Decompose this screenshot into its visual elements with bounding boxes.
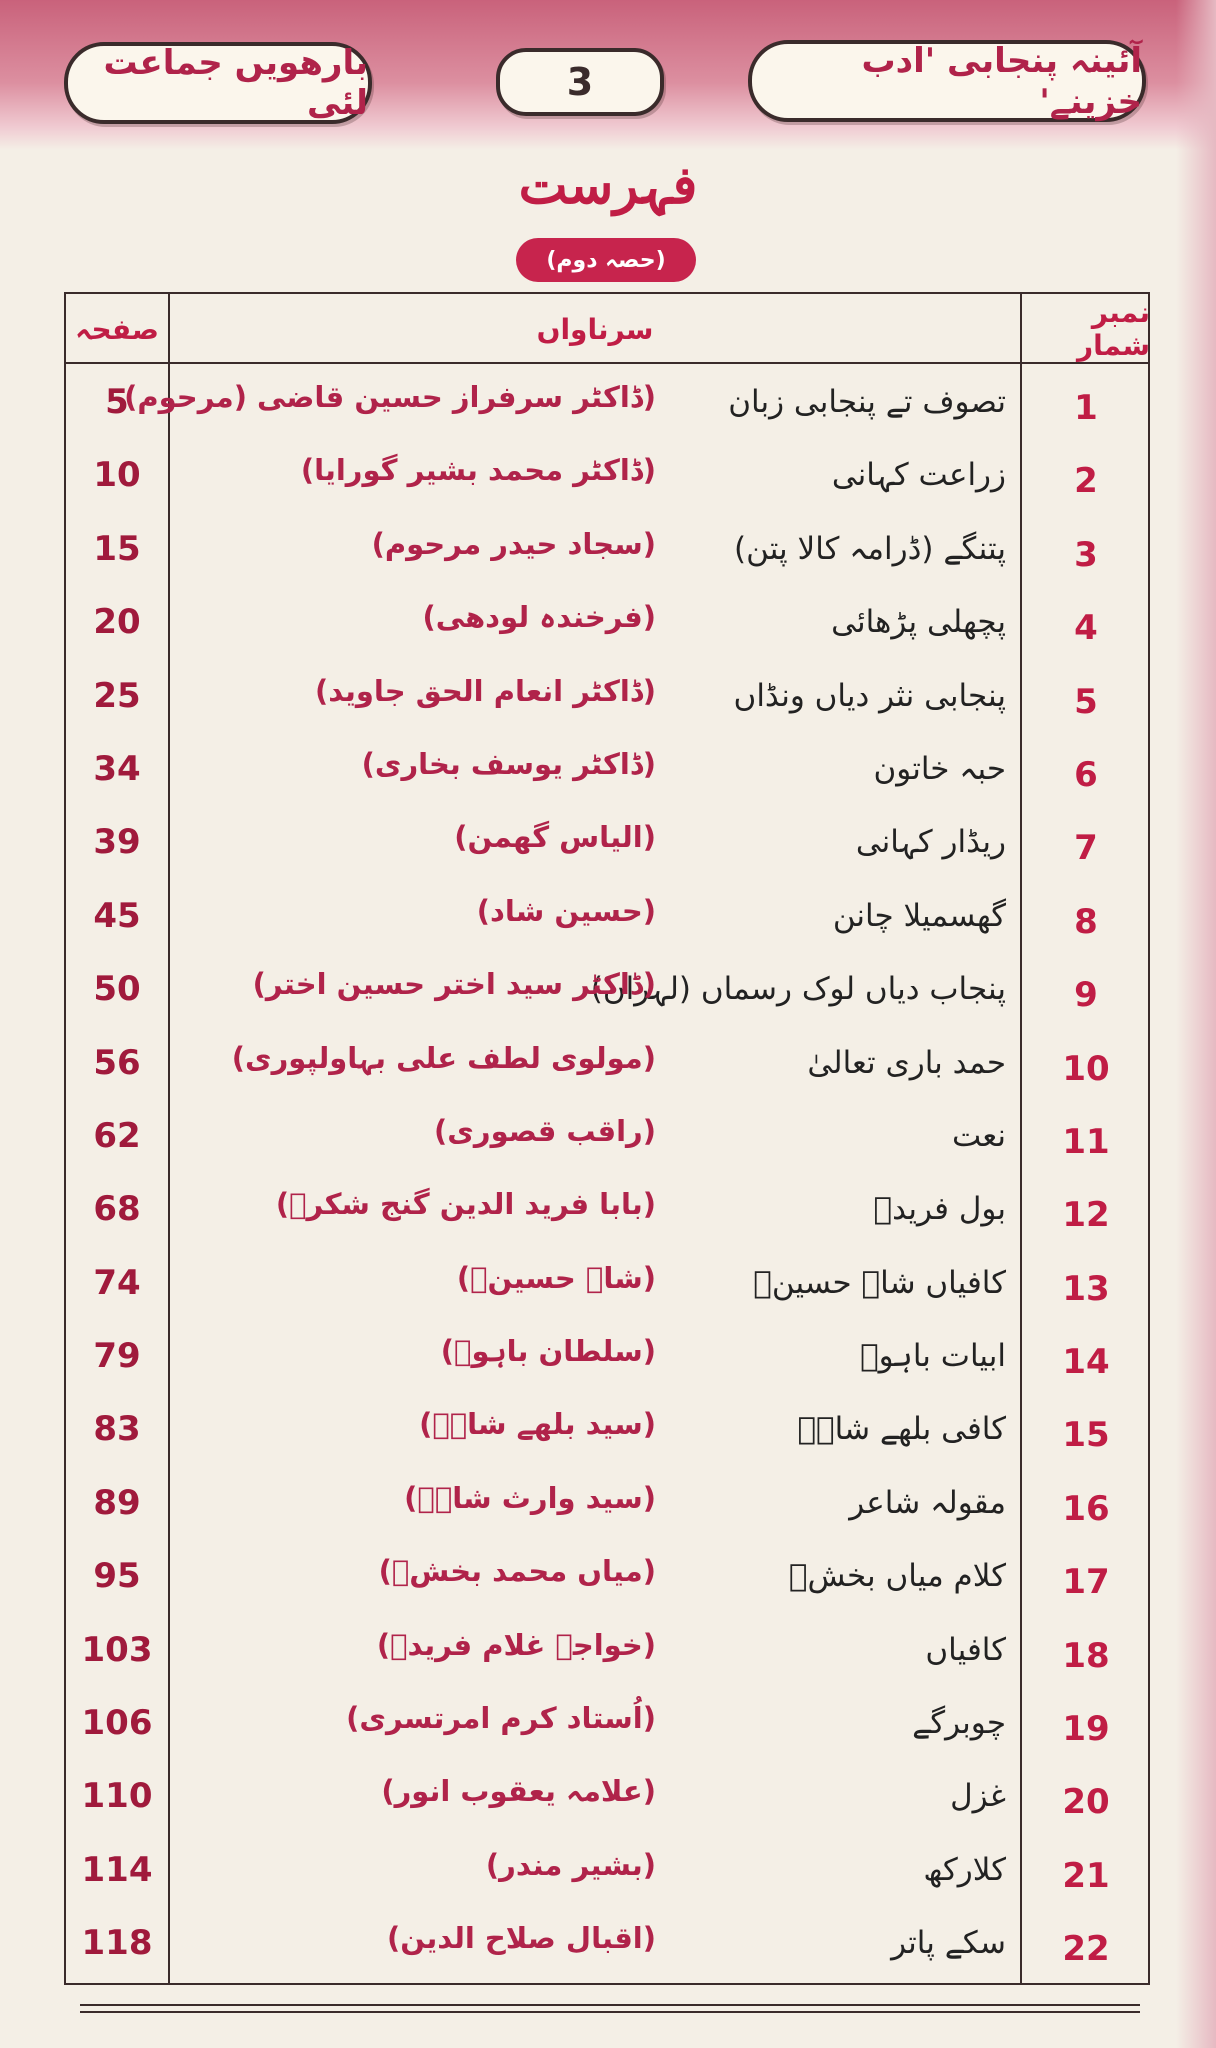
row-title: ابیات باہوؒ — [860, 1338, 1006, 1375]
page-edge — [1176, 0, 1216, 2048]
row-title: کافیاں شاہ حسینؒ — [753, 1264, 1006, 1301]
table-row[interactable] — [66, 1108, 1148, 1181]
row-title: پچھلی پڑھائی — [831, 604, 1006, 641]
table-row[interactable] — [66, 814, 1148, 887]
row-author: (سید وارث شاہؒ) — [404, 1480, 656, 1515]
row-title: کافیاں — [925, 1631, 1006, 1668]
part-label: (حصہ دوم) — [516, 238, 696, 282]
row-author: (میاں محمد بخشؒ) — [378, 1554, 656, 1589]
row-title: کلارکھ — [923, 1851, 1006, 1888]
row-number: 11 — [1062, 1121, 1110, 1162]
row-author: (اُستاد کرم امرتسری) — [346, 1701, 656, 1736]
row-page: 15 — [93, 528, 141, 569]
table-row[interactable] — [66, 888, 1148, 961]
row-page: 25 — [93, 675, 141, 716]
row-author: (مولوی لطف علی بہاولپوری) — [231, 1040, 656, 1075]
table-row[interactable] — [66, 1255, 1148, 1328]
row-page: 83 — [93, 1409, 141, 1450]
table-row[interactable] — [66, 961, 1148, 1034]
table-row[interactable] — [66, 374, 1148, 447]
row-title: مقولہ شاعر — [849, 1484, 1006, 1521]
column-header-serial: نمبر شمار — [1077, 296, 1150, 362]
row-page: 68 — [93, 1189, 141, 1230]
row-author: (راقب قصوری) — [434, 1113, 656, 1148]
row-title: پتنگے (ڈرامہ کالا پتن) — [734, 530, 1006, 567]
row-number: 20 — [1062, 1782, 1110, 1823]
row-number: 15 — [1062, 1415, 1110, 1456]
table-row[interactable] — [66, 1842, 1148, 1915]
row-page: 62 — [93, 1115, 141, 1156]
row-page: 5 — [105, 382, 129, 422]
row-number: 17 — [1062, 1562, 1110, 1603]
row-page: 114 — [81, 1849, 153, 1890]
row-number: 19 — [1062, 1709, 1110, 1750]
row-title: حبہ خاتون — [873, 750, 1006, 787]
row-author: (شاہ حسینؒ) — [456, 1260, 656, 1295]
row-number: 5 — [1074, 681, 1098, 722]
row-number: 9 — [1074, 975, 1098, 1016]
row-page: 56 — [93, 1042, 141, 1083]
row-title: سکے پاتر — [891, 1925, 1006, 1962]
row-title: ریڈار کہانی — [855, 824, 1006, 861]
row-number: 1 — [1074, 388, 1098, 428]
table-row[interactable] — [66, 1768, 1148, 1841]
row-author: (بشیر مندر) — [485, 1847, 656, 1882]
contents-table — [64, 292, 1150, 1985]
row-page: 110 — [81, 1776, 153, 1817]
row-page: 34 — [93, 748, 141, 789]
row-number: 21 — [1062, 1855, 1110, 1896]
row-title: بول فریدؒ — [873, 1191, 1006, 1228]
row-author: (علامہ یعقوب انور) — [381, 1774, 656, 1809]
row-number: 14 — [1062, 1342, 1110, 1383]
row-title: پنجابی نثر دیاں ونڈاں — [733, 677, 1006, 714]
row-author: (فرخندہ لودھی) — [422, 600, 656, 635]
row-title: چوبرگے — [912, 1705, 1006, 1742]
table-row[interactable] — [66, 1622, 1148, 1695]
row-author: (ڈاکٹر یوسف بخاری) — [361, 746, 656, 781]
row-author: (بابا فرید الدین گنج شکرؒ) — [275, 1187, 656, 1222]
row-page: 118 — [81, 1923, 153, 1964]
column-header-page: صفحہ — [75, 312, 159, 346]
row-title: غزل — [950, 1778, 1006, 1815]
row-author: (ڈاکٹر سید اختر حسین اختر) — [252, 967, 656, 1002]
table-row[interactable] — [66, 1328, 1148, 1401]
row-number: 8 — [1074, 901, 1098, 942]
table-row[interactable] — [66, 521, 1148, 594]
table-row[interactable] — [66, 1181, 1148, 1254]
row-page: 50 — [93, 969, 141, 1010]
row-author: (سجاد حیدر مرحوم) — [371, 526, 656, 561]
row-title: تصوف تے پنجابی زبان — [728, 384, 1006, 420]
row-page: 10 — [93, 455, 141, 496]
row-number: 7 — [1074, 828, 1098, 869]
table-row[interactable] — [66, 1475, 1148, 1548]
row-author: (ڈاکٹر محمد بشیر گورایا) — [300, 453, 656, 488]
table-row[interactable] — [66, 1548, 1148, 1621]
column-header-title: سرناواں — [536, 312, 654, 346]
row-author: (سلطان باہوؒ) — [440, 1334, 656, 1369]
table-row[interactable] — [66, 1401, 1148, 1474]
table-row[interactable] — [66, 594, 1148, 667]
row-title: کافی بلھے شاہؒ — [797, 1411, 1006, 1448]
row-title: پنجاب دیاں لوک رسماں (لہراں) — [590, 971, 1006, 1008]
row-number: 16 — [1062, 1488, 1110, 1529]
row-title: زراعت کہانی — [831, 457, 1006, 494]
row-author: (ڈاکٹر سرفراز حسین قاضی (مرحوم) — [124, 380, 656, 414]
row-number: 2 — [1074, 461, 1098, 502]
row-page: 106 — [81, 1703, 153, 1744]
row-number: 18 — [1062, 1635, 1110, 1676]
row-number: 13 — [1062, 1268, 1110, 1309]
row-author: (الیاس گھمن) — [454, 820, 656, 855]
row-title: گھسمیلا چانن — [832, 897, 1006, 934]
row-page: 79 — [93, 1336, 141, 1377]
table-row[interactable] — [66, 741, 1148, 814]
row-page: 74 — [93, 1262, 141, 1303]
page-title: فہرست — [518, 155, 698, 216]
header-book-title: آئینہ پنجابی 'ادب خزینے' — [748, 40, 1146, 122]
row-number: 10 — [1062, 1048, 1110, 1089]
row-page: 95 — [93, 1556, 141, 1597]
header-class-label: بارھویں جماعت لئی — [64, 42, 372, 124]
row-title: حمد باری تعالیٰ — [807, 1044, 1006, 1081]
row-title: نعت — [951, 1117, 1006, 1154]
contents-rows — [66, 374, 1148, 1989]
row-page: 103 — [81, 1629, 153, 1670]
row-page: 45 — [93, 895, 141, 936]
table-row[interactable] — [66, 1915, 1148, 1988]
row-author: (حسین شاد) — [476, 893, 656, 928]
row-number: 12 — [1062, 1195, 1110, 1236]
row-title: کلام میاں بخشؒ — [788, 1558, 1006, 1595]
table-row[interactable] — [66, 668, 1148, 741]
row-number: 22 — [1062, 1929, 1110, 1970]
row-page: 39 — [93, 822, 141, 863]
bottom-rule — [80, 2004, 1140, 2013]
row-author: (سید بلھے شاہؒ) — [419, 1407, 656, 1442]
table-row[interactable] — [66, 1035, 1148, 1108]
table-row[interactable] — [66, 1695, 1148, 1768]
row-author: (خواجہ غلام فریدؒ) — [376, 1627, 656, 1662]
header-divider — [66, 362, 1148, 364]
row-author: (ڈاکٹر انعام الحق جاوید) — [314, 673, 656, 708]
row-page: 89 — [93, 1482, 141, 1523]
row-author: (اقبال صلاح الدین) — [386, 1921, 656, 1956]
header-page-number: 3 — [496, 48, 664, 116]
row-number: 3 — [1074, 534, 1098, 575]
row-page: 20 — [93, 602, 141, 643]
row-number: 4 — [1074, 608, 1098, 649]
row-number: 6 — [1074, 754, 1098, 795]
table-row[interactable] — [66, 447, 1148, 520]
